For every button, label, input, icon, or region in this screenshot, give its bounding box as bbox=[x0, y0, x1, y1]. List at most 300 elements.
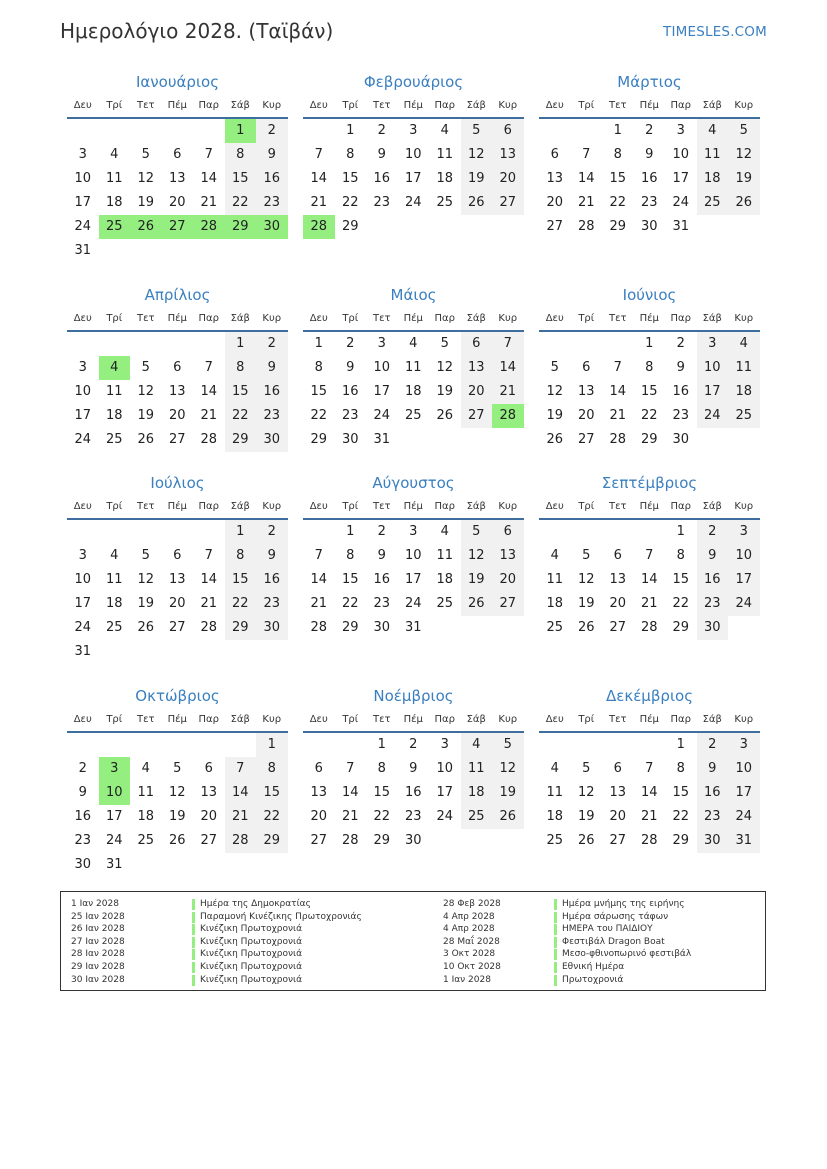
day-cell: 31 bbox=[728, 829, 760, 853]
day-cell: 5 bbox=[461, 520, 493, 544]
day-cell: 4 bbox=[141, 761, 150, 776]
weekday-label: Τετ bbox=[372, 100, 391, 111]
day-cell: 8 bbox=[346, 548, 355, 563]
day-cell: 6 bbox=[173, 147, 182, 162]
weekday-label: Τρί bbox=[578, 100, 595, 111]
day-cell: 6 bbox=[550, 147, 559, 162]
holiday-name: Εθνική Ημέρα bbox=[562, 962, 625, 972]
day-cell: 20 bbox=[200, 809, 218, 824]
day-cell: 3 bbox=[377, 336, 386, 351]
day-cell: 22 bbox=[256, 805, 288, 829]
weekday-label: Τρί bbox=[106, 100, 123, 111]
holiday-name: Κινέζικη Πρωτοχρονιά bbox=[200, 974, 303, 985]
weekday-label: Κυρ bbox=[498, 501, 518, 512]
weekday-label: Δευ bbox=[545, 501, 564, 512]
day-cell: 10 bbox=[74, 384, 92, 399]
day-cell: 1 bbox=[676, 524, 685, 539]
day-cell: 18 bbox=[436, 171, 454, 186]
day-cell: 23 bbox=[256, 592, 288, 616]
day-cell: 4 bbox=[110, 548, 119, 563]
day-cell: 23 bbox=[404, 809, 422, 824]
weekday-label: Σάβ bbox=[702, 313, 722, 324]
day-cell: 17 bbox=[105, 809, 123, 824]
weekday-label: Τετ bbox=[372, 313, 391, 324]
day-cell: 23 bbox=[256, 191, 288, 215]
day-cell: 8 bbox=[256, 757, 288, 781]
weekday-label: Τρί bbox=[106, 313, 123, 324]
day-cell: 8 bbox=[225, 143, 257, 167]
holiday-marker bbox=[554, 924, 557, 935]
day-cell: 13 bbox=[168, 384, 186, 399]
holiday-marker bbox=[192, 949, 195, 960]
weekday-label: Σάβ bbox=[466, 714, 486, 725]
day-cell: 19 bbox=[436, 384, 454, 399]
day-cell: 27 bbox=[168, 432, 186, 447]
weekday-label: Τρί bbox=[106, 714, 123, 725]
holiday-name: ΗΜΕΡΑ του ΠΑΙΔΙΟΥ bbox=[562, 924, 653, 935]
weekday-label: Παρ bbox=[434, 313, 455, 324]
day-cell: 14 bbox=[200, 572, 218, 587]
day-cell: 28 bbox=[640, 620, 658, 635]
day-cell: 21 bbox=[577, 195, 595, 210]
day-cell: 13 bbox=[492, 143, 524, 167]
weekday-label: Κυρ bbox=[262, 313, 282, 324]
day-cell: 2 bbox=[78, 761, 87, 776]
day-cell: 30 bbox=[672, 432, 690, 447]
day-cell: 14 bbox=[341, 785, 359, 800]
day-cell: 30 bbox=[341, 432, 359, 447]
weekday-header bbox=[67, 95, 288, 119]
day-cell: 13 bbox=[168, 572, 186, 587]
day-cell: 12 bbox=[168, 785, 186, 800]
holiday-name: Φεστιβάλ Dragon Boat bbox=[562, 936, 665, 947]
day-cell: 25 bbox=[436, 195, 454, 210]
day-cell: 16 bbox=[404, 785, 422, 800]
day-cell: 15 bbox=[672, 572, 690, 587]
weekday-label: Κυρ bbox=[734, 313, 754, 324]
weekday-label: Δευ bbox=[309, 100, 328, 111]
day-cell: 22 bbox=[672, 596, 690, 611]
day-cell: 3 bbox=[676, 123, 685, 138]
day-cell: 10 bbox=[728, 544, 760, 568]
day-cell: 4 bbox=[440, 123, 449, 138]
day-cell: 13 bbox=[546, 171, 564, 186]
weekday-label: Σάβ bbox=[466, 313, 486, 324]
weekday-label: Σάβ bbox=[466, 501, 486, 512]
day-cell: 5 bbox=[141, 548, 150, 563]
holiday-date: 28 Φεβ 2028 bbox=[443, 899, 501, 909]
day-cell: 1 bbox=[225, 520, 257, 544]
day-cell: 26 bbox=[461, 191, 493, 215]
day-cell: 5 bbox=[582, 548, 591, 563]
day-cell: 12 bbox=[577, 785, 595, 800]
day-cell: 5 bbox=[141, 360, 150, 375]
day-cell: 20 bbox=[168, 596, 186, 611]
holiday-date: 1 Ιαν 2028 bbox=[71, 899, 119, 909]
day-cell: 6 bbox=[204, 761, 213, 776]
day-cell: 1 bbox=[645, 336, 654, 351]
weekday-label: Σάβ bbox=[230, 313, 250, 324]
day-cell: 19 bbox=[577, 596, 595, 611]
month-name: Φεβρουάριος bbox=[363, 73, 464, 91]
holiday-day-cell: 28 bbox=[492, 404, 524, 428]
holiday-name: Μεσο-φθινοπωρινό φεστιβάλ bbox=[562, 949, 692, 960]
day-cell: 16 bbox=[256, 380, 288, 404]
holiday-row bbox=[433, 974, 763, 987]
weekday-label: Παρ bbox=[670, 100, 691, 111]
weekday-label: Παρ bbox=[670, 714, 691, 725]
day-cell: 19 bbox=[137, 408, 155, 423]
day-cell: 1 bbox=[613, 123, 622, 138]
holiday-row bbox=[61, 898, 391, 911]
day-cell: 15 bbox=[256, 781, 288, 805]
day-cell: 7 bbox=[204, 147, 213, 162]
day-cell: 21 bbox=[310, 195, 328, 210]
day-cell: 4 bbox=[550, 761, 559, 776]
day-cell: 20 bbox=[492, 167, 524, 191]
day-cell: 19 bbox=[137, 195, 155, 210]
holiday-row bbox=[61, 923, 391, 936]
day-cell: 13 bbox=[609, 785, 627, 800]
day-cell: 26 bbox=[546, 432, 564, 447]
day-cell: 18 bbox=[105, 408, 123, 423]
weekday-label: Τετ bbox=[136, 100, 155, 111]
day-cell: 13 bbox=[310, 785, 328, 800]
holiday-name: Ημέρα σάρωσης τάφων bbox=[562, 911, 669, 922]
month-name: Δεκέμβριος bbox=[605, 687, 693, 705]
holiday-date: 3 Οκτ 2028 bbox=[443, 949, 496, 960]
day-cell: 6 bbox=[173, 360, 182, 375]
weekday-header bbox=[303, 709, 524, 733]
month-block bbox=[67, 282, 288, 476]
day-cell: 5 bbox=[440, 336, 449, 351]
day-cell: 11 bbox=[105, 171, 123, 186]
weekday-label: Πέμ bbox=[403, 714, 423, 725]
holiday-marker bbox=[192, 924, 195, 935]
day-cell: 13 bbox=[577, 384, 595, 399]
day-cell: 22 bbox=[640, 408, 658, 423]
day-cell: 7 bbox=[346, 761, 355, 776]
day-cell: 30 bbox=[373, 620, 391, 635]
weekday-label: Δευ bbox=[309, 714, 328, 725]
month-block bbox=[539, 683, 760, 877]
day-cell: 30 bbox=[256, 616, 288, 640]
day-cell: 3 bbox=[78, 548, 87, 563]
day-cell: 22 bbox=[373, 809, 391, 824]
weekday-label: Δευ bbox=[545, 313, 564, 324]
day-cell: 8 bbox=[676, 548, 685, 563]
day-cell: 1 bbox=[676, 737, 685, 752]
days-grid bbox=[67, 520, 288, 664]
day-cell: 7 bbox=[492, 332, 524, 356]
weekday-label: Παρ bbox=[198, 313, 219, 324]
day-cell: 11 bbox=[546, 572, 564, 587]
holiday-day-cell: 10 bbox=[99, 781, 131, 805]
weekday-header bbox=[303, 308, 524, 332]
days-grid bbox=[303, 119, 524, 263]
weekday-header bbox=[539, 95, 760, 119]
weekday-label: Κυρ bbox=[734, 100, 754, 111]
day-cell: 4 bbox=[461, 733, 493, 757]
weekday-label: Τρί bbox=[578, 313, 595, 324]
weekday-label: Σάβ bbox=[466, 100, 486, 111]
day-cell: 3 bbox=[409, 123, 418, 138]
day-cell: 31 bbox=[74, 243, 92, 258]
day-cell: 30 bbox=[404, 833, 422, 848]
day-cell: 17 bbox=[728, 568, 760, 592]
holiday-row bbox=[61, 936, 391, 949]
weekday-label: Δευ bbox=[73, 714, 92, 725]
day-cell: 5 bbox=[582, 761, 591, 776]
weekday-label: Κυρ bbox=[498, 313, 518, 324]
day-cell: 14 bbox=[577, 171, 595, 186]
day-cell: 11 bbox=[728, 356, 760, 380]
weekday-label: Δευ bbox=[73, 501, 92, 512]
day-cell: 11 bbox=[461, 757, 493, 781]
day-cell: 16 bbox=[256, 167, 288, 191]
weekday-label: Δευ bbox=[545, 100, 564, 111]
day-cell: 29 bbox=[672, 620, 690, 635]
day-cell: 6 bbox=[492, 119, 524, 143]
day-cell: 19 bbox=[137, 596, 155, 611]
day-cell: 30 bbox=[256, 428, 288, 452]
day-cell: 10 bbox=[728, 757, 760, 781]
day-cell: 20 bbox=[168, 195, 186, 210]
day-cell: 26 bbox=[577, 833, 595, 848]
holiday-name: Πρωτοχρονιά bbox=[562, 974, 624, 985]
weekday-label: Τρί bbox=[342, 313, 359, 324]
day-cell: 29 bbox=[256, 829, 288, 853]
day-cell: 26 bbox=[492, 805, 524, 829]
holiday-day-cell: 3 bbox=[99, 757, 131, 781]
day-cell: 11 bbox=[105, 384, 123, 399]
holiday-date: 10 Οκτ 2028 bbox=[443, 962, 501, 972]
day-cell: 9 bbox=[256, 356, 288, 380]
day-cell: 24 bbox=[74, 219, 92, 234]
days-grid bbox=[539, 119, 760, 263]
day-cell: 21 bbox=[640, 809, 658, 824]
day-cell: 29 bbox=[640, 432, 658, 447]
holiday-name: Κινέζικη Πρωτοχρονιά bbox=[200, 962, 303, 972]
day-cell: 21 bbox=[640, 596, 658, 611]
day-cell: 7 bbox=[645, 548, 654, 563]
weekday-label: Παρ bbox=[434, 100, 455, 111]
day-cell: 31 bbox=[373, 432, 391, 447]
day-cell: 4 bbox=[409, 336, 418, 351]
day-cell: 7 bbox=[225, 757, 257, 781]
day-cell: 18 bbox=[404, 384, 422, 399]
day-cell: 4 bbox=[697, 119, 729, 143]
holiday-row bbox=[61, 974, 391, 987]
day-cell: 5 bbox=[728, 119, 760, 143]
day-cell: 23 bbox=[373, 596, 391, 611]
day-cell: 16 bbox=[74, 809, 92, 824]
day-cell: 12 bbox=[728, 143, 760, 167]
day-cell: 15 bbox=[225, 167, 257, 191]
day-cell: 27 bbox=[461, 404, 493, 428]
day-cell: 31 bbox=[672, 219, 690, 234]
day-cell: 15 bbox=[310, 384, 328, 399]
days-grid bbox=[67, 119, 288, 263]
day-cell: 31 bbox=[404, 620, 422, 635]
day-cell: 12 bbox=[577, 572, 595, 587]
day-cell: 28 bbox=[200, 620, 218, 635]
day-cell: 7 bbox=[582, 147, 591, 162]
weekday-label: Σάβ bbox=[230, 100, 250, 111]
day-cell: 15 bbox=[609, 171, 627, 186]
holiday-name: Ημέρα μνήμης της ειρήνης bbox=[562, 899, 685, 909]
day-cell: 11 bbox=[137, 785, 155, 800]
holiday-row bbox=[433, 911, 763, 924]
weekday-header bbox=[67, 709, 288, 733]
holiday-marker bbox=[192, 975, 195, 986]
day-cell: 24 bbox=[436, 809, 454, 824]
holiday-date: 28 Μαΐ 2028 bbox=[443, 936, 500, 947]
day-cell: 22 bbox=[225, 404, 257, 428]
day-cell: 26 bbox=[137, 432, 155, 447]
weekday-label: Τετ bbox=[608, 100, 627, 111]
weekday-label: Πέμ bbox=[639, 714, 659, 725]
day-cell: 17 bbox=[404, 171, 422, 186]
day-cell: 24 bbox=[105, 833, 123, 848]
weekday-label: Τρί bbox=[342, 100, 359, 111]
day-cell: 27 bbox=[609, 620, 627, 635]
weekday-label: Παρ bbox=[198, 714, 219, 725]
day-cell: 6 bbox=[314, 761, 323, 776]
day-cell: 19 bbox=[492, 781, 524, 805]
day-cell: 24 bbox=[728, 805, 760, 829]
month-name: Απρίλιος bbox=[144, 286, 211, 304]
holiday-row bbox=[433, 898, 763, 911]
days-grid bbox=[303, 332, 524, 476]
holiday-name: Ημέρα της Δημοκρατίας bbox=[200, 899, 311, 909]
weekday-label: Τετ bbox=[372, 501, 391, 512]
month-name: Οκτώβριος bbox=[135, 687, 220, 705]
weekday-label: Πέμ bbox=[403, 501, 423, 512]
day-cell: 2 bbox=[409, 737, 418, 752]
day-cell: 21 bbox=[492, 380, 524, 404]
day-cell: 17 bbox=[728, 781, 760, 805]
day-cell: 29 bbox=[672, 833, 690, 848]
day-cell: 9 bbox=[377, 548, 386, 563]
day-cell: 20 bbox=[168, 408, 186, 423]
holiday-marker bbox=[554, 949, 557, 960]
holiday-row bbox=[61, 961, 391, 974]
day-cell: 14 bbox=[310, 572, 328, 587]
day-cell: 9 bbox=[256, 143, 288, 167]
brand-link[interactable]: TIMESLES.COM bbox=[663, 24, 767, 40]
day-cell: 5 bbox=[173, 761, 182, 776]
weekday-header bbox=[539, 308, 760, 332]
day-cell: 27 bbox=[168, 620, 186, 635]
day-cell: 10 bbox=[672, 147, 690, 162]
day-cell: 1 bbox=[377, 737, 386, 752]
days-grid bbox=[303, 733, 524, 877]
weekday-label: Κυρ bbox=[498, 714, 518, 725]
day-cell: 9 bbox=[78, 785, 87, 800]
day-cell: 10 bbox=[697, 356, 729, 380]
day-cell: 16 bbox=[697, 781, 729, 805]
day-cell: 9 bbox=[697, 757, 729, 781]
weekday-label: Κυρ bbox=[734, 714, 754, 725]
day-cell: 11 bbox=[436, 548, 454, 563]
day-cell: 17 bbox=[74, 195, 92, 210]
day-cell: 19 bbox=[728, 167, 760, 191]
day-cell: 2 bbox=[697, 520, 729, 544]
days-grid bbox=[539, 332, 760, 476]
holiday-row bbox=[61, 948, 391, 961]
day-cell: 30 bbox=[640, 219, 658, 234]
day-cell: 11 bbox=[546, 785, 564, 800]
day-cell: 13 bbox=[609, 572, 627, 587]
month-name: Ιούνιος bbox=[622, 286, 677, 304]
day-cell: 2 bbox=[697, 733, 729, 757]
holiday-marker bbox=[192, 912, 195, 923]
weekday-label: Παρ bbox=[670, 313, 691, 324]
day-cell: 4 bbox=[550, 548, 559, 563]
day-cell: 30 bbox=[74, 857, 92, 872]
holiday-name: Κινέζικη Πρωτοχρονιά bbox=[200, 924, 303, 935]
weekday-label: Τετ bbox=[608, 313, 627, 324]
holiday-day-cell: 28 bbox=[193, 215, 225, 239]
day-cell: 7 bbox=[645, 761, 654, 776]
day-cell: 17 bbox=[697, 380, 729, 404]
day-cell: 22 bbox=[672, 809, 690, 824]
day-cell: 28 bbox=[200, 432, 218, 447]
day-cell: 15 bbox=[672, 785, 690, 800]
day-cell: 20 bbox=[461, 380, 493, 404]
day-cell: 24 bbox=[672, 195, 690, 210]
day-cell: 25 bbox=[461, 805, 493, 829]
day-cell: 9 bbox=[676, 360, 685, 375]
day-cell: 9 bbox=[256, 544, 288, 568]
day-cell: 9 bbox=[645, 147, 654, 162]
weekday-label: Παρ bbox=[670, 501, 691, 512]
day-cell: 23 bbox=[640, 195, 658, 210]
day-cell: 20 bbox=[310, 809, 328, 824]
days-grid bbox=[539, 733, 760, 877]
holiday-day-cell: 29 bbox=[225, 215, 257, 239]
weekday-label: Τρί bbox=[578, 714, 595, 725]
weekday-label: Πέμ bbox=[167, 501, 187, 512]
weekday-label: Δευ bbox=[309, 313, 328, 324]
day-cell: 21 bbox=[200, 195, 218, 210]
holiday-marker bbox=[192, 899, 195, 910]
day-cell: 25 bbox=[137, 833, 155, 848]
day-cell: 14 bbox=[640, 572, 658, 587]
day-cell: 29 bbox=[225, 616, 257, 640]
weekday-label: Πέμ bbox=[639, 501, 659, 512]
holiday-date: 28 Ιαν 2028 bbox=[71, 949, 125, 960]
day-cell: 20 bbox=[546, 195, 564, 210]
holiday-date: 29 Ιαν 2028 bbox=[71, 962, 125, 972]
day-cell: 3 bbox=[409, 524, 418, 539]
day-cell: 4 bbox=[110, 147, 119, 162]
day-cell: 8 bbox=[314, 360, 323, 375]
day-cell: 25 bbox=[546, 833, 564, 848]
day-cell: 30 bbox=[697, 829, 729, 853]
holiday-date: 30 Ιαν 2028 bbox=[71, 974, 125, 985]
day-cell: 7 bbox=[314, 548, 323, 563]
day-cell: 19 bbox=[168, 809, 186, 824]
holiday-date: 27 Ιαν 2028 bbox=[71, 936, 125, 947]
weekday-label: Κυρ bbox=[498, 100, 518, 111]
day-cell: 28 bbox=[341, 833, 359, 848]
day-cell: 22 bbox=[225, 592, 257, 616]
day-cell: 22 bbox=[609, 195, 627, 210]
day-cell: 12 bbox=[436, 360, 454, 375]
day-cell: 17 bbox=[404, 572, 422, 587]
